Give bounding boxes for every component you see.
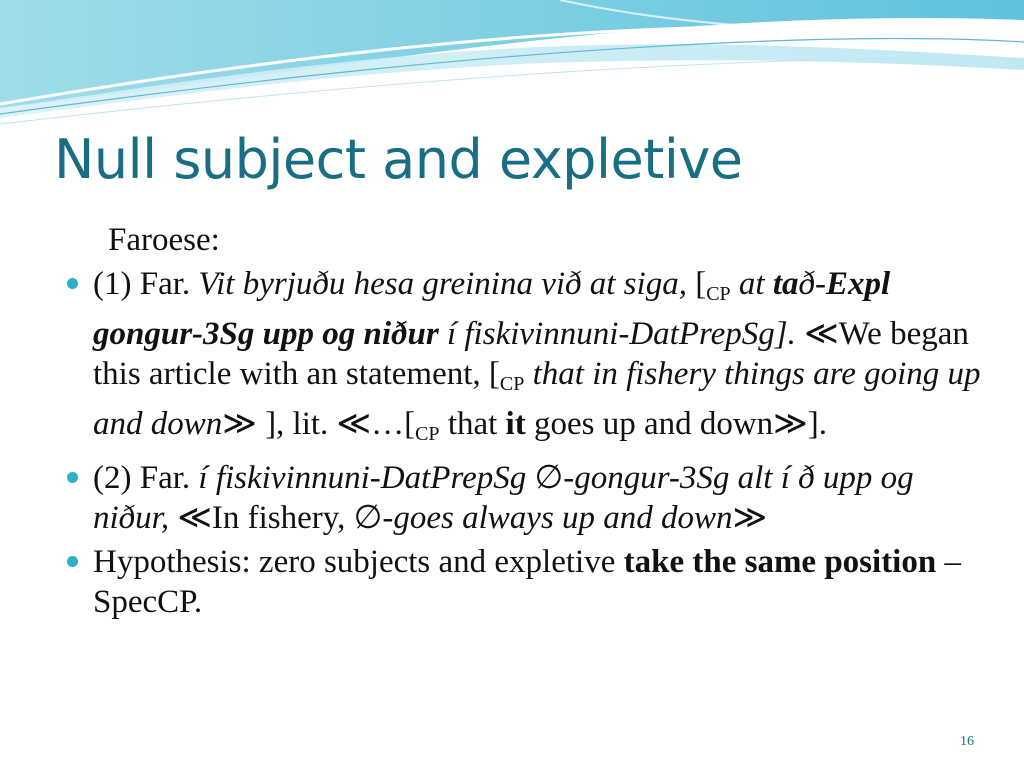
bullet-text xyxy=(93,266,981,445)
text-run: (1) Far. xyxy=(93,266,199,302)
bullet-dot-icon xyxy=(67,556,78,567)
text-run: Vit byrjuðu hesa greinina við at siga, xyxy=(198,266,696,302)
bullet-item xyxy=(62,264,982,454)
text-run: ta xyxy=(772,266,799,302)
subheading: Faroese: xyxy=(108,222,220,258)
text-run: -goes always up and down xyxy=(382,500,733,536)
text-run: í fiskivinnuni-DatPrepSg]. xyxy=(438,316,796,352)
text-run: at xyxy=(730,266,773,302)
text-run: Hypothesis: zero subjects and expletive xyxy=(93,544,624,580)
text-run: [ xyxy=(695,266,707,302)
bullet-item xyxy=(62,458,982,538)
bullet-dot-icon xyxy=(67,278,78,289)
bullet-dot-icon xyxy=(67,472,78,483)
text-run: ≫ xyxy=(732,500,768,536)
text-run: that xyxy=(439,406,506,442)
text-run: ≪In fishery, xyxy=(177,500,354,536)
bullet-text xyxy=(93,460,914,536)
text-run: Expl gongur-3Sg upp og niður xyxy=(93,266,891,352)
subscript-label: CP xyxy=(415,423,440,445)
text-run: ≫ ], lit. ≪…[ xyxy=(222,406,416,442)
text-run: – SpecCP. xyxy=(93,544,961,620)
page-number: 16 xyxy=(960,734,974,749)
header-wave-decoration xyxy=(0,0,1024,130)
text-run: take the same position xyxy=(623,544,937,580)
text-run: that in fishery things are going up and down xyxy=(93,356,981,442)
bullet-item xyxy=(62,542,982,622)
bullet-text xyxy=(93,544,961,620)
subscript-label: CP xyxy=(499,373,525,395)
text-run: ð- xyxy=(798,266,827,302)
text-run: goes up and down≫]. xyxy=(525,406,827,442)
text-run: it xyxy=(505,406,526,442)
text-run: í fiskivinnuni-DatPrepSg xyxy=(198,460,535,496)
subscript-label: CP xyxy=(706,283,731,305)
text-run: ∅ xyxy=(534,460,564,496)
text-run: ≪We began this article with an statement, [ xyxy=(93,316,969,392)
text-run: (2) Far. xyxy=(93,460,199,496)
slide-body xyxy=(62,220,982,626)
slide-title: Null subject and expletive xyxy=(54,128,743,191)
text-run: -gongur-3Sg alt í ð upp og niður, xyxy=(93,460,914,536)
text-run: ∅ xyxy=(353,500,383,536)
